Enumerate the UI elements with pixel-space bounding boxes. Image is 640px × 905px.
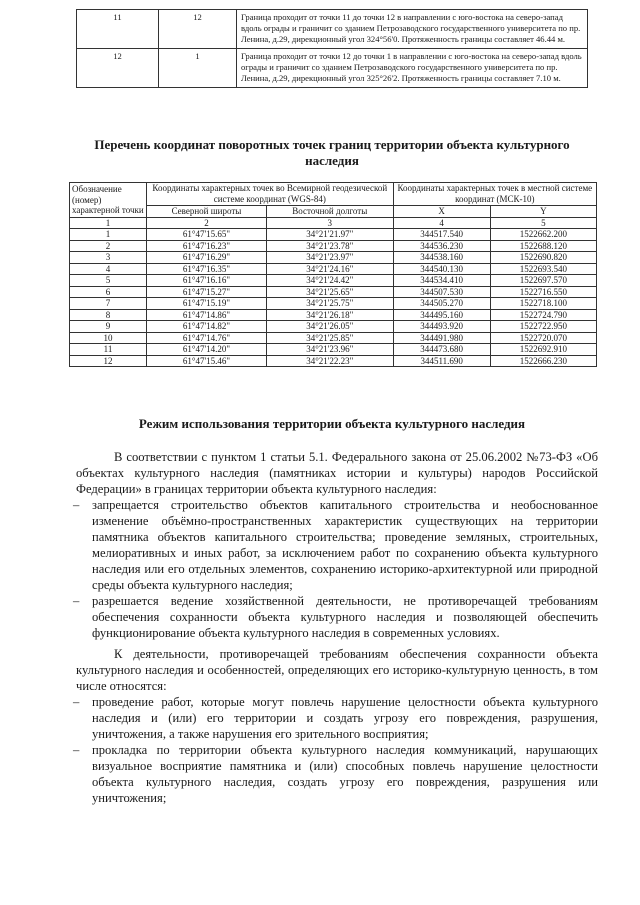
y-cell: 1522692.910	[490, 344, 596, 356]
point-number: 6	[70, 286, 147, 298]
x-cell: 344540.130	[393, 263, 490, 275]
longitude-cell: 34°21'23.78"	[266, 240, 393, 252]
table-row	[70, 309, 597, 321]
table-row	[70, 355, 597, 367]
y-cell: 1522697.570	[490, 275, 596, 287]
y-cell: 1522722.950	[490, 321, 596, 333]
coordinates-table	[69, 182, 597, 367]
y-cell: 1522693.540	[490, 263, 596, 275]
boundary-description-table	[76, 9, 588, 88]
point-number: 3	[70, 252, 147, 264]
longitude-cell: 34°21'23.97"	[266, 252, 393, 264]
point-number: 11	[70, 344, 147, 356]
x-cell: 344505.270	[393, 298, 490, 310]
latitude-cell: 61°47'16.16"	[147, 275, 267, 287]
table-row	[70, 321, 597, 333]
column-index: 4	[393, 217, 490, 229]
boundary-description: Граница проходит от точки 12 до точки 1 в направлении с юго-востока на северо-запад вдоль ограды и граничит со зданием Петрозаводского государственного университета по пр. Ленина, д.29, дирекционный угол 325°26'2. Протяженность границы составляет 7.10 м.	[237, 49, 588, 88]
latitude-cell: 61°47'15.46"	[147, 355, 267, 367]
boundary-description: Граница проходит от точки 11 до точки 12 в направлении с юго-востока на северо-запад вдоль ограды и граничит со зданием Петрозаводского государственного университета по пр. Ленина, д.29, дирекционный угол 324°56'0. Протяженность границы составляет 46.44 м.	[237, 10, 588, 49]
x-cell: 344495.160	[393, 309, 490, 321]
x-cell: 344538.160	[393, 252, 490, 264]
longitude-cell: 34°21'24.42"	[266, 275, 393, 287]
table-row	[70, 344, 597, 356]
x-cell: 344491.980	[393, 332, 490, 344]
x-cell: 344507.530	[393, 286, 490, 298]
point-from: 12	[77, 49, 159, 88]
longitude-cell: 34°21'23.96"	[266, 344, 393, 356]
longitude-cell: 34°21'21.97"	[266, 229, 393, 241]
regime-heading: Режим использования территории объекта культурного наследия	[138, 416, 526, 431]
point-number: 10	[70, 332, 147, 344]
x-cell: 344517.540	[393, 229, 490, 241]
x-cell: 344534.410	[393, 275, 490, 287]
table-row	[77, 49, 588, 88]
point-from: 11	[77, 10, 159, 49]
body-text	[76, 449, 598, 806]
longitude-cell: 34°21'26.18"	[266, 309, 393, 321]
point-number: 2	[70, 240, 147, 252]
point-number: 4	[70, 263, 147, 275]
latitude-cell: 61°47'14.86"	[147, 309, 267, 321]
y-cell: 1522662.200	[490, 229, 596, 241]
list-item: – запрещается строительство объектов капитального строительства и необоснованное изменение объёмно-пространственных характеристик существующих на территории памятника объектов капитального строительства; проведение земляных, строительных, мелиоративных и иных работ, за исключением работ по сохранению объекта культурного наследия или его отдельных элементов, сохранению историко-архитектурной или природной среды объекта культурного наследия;	[76, 497, 598, 593]
table-row	[70, 275, 597, 287]
y-cell: 1522688.120	[490, 240, 596, 252]
y-cell: 1522666.230	[490, 355, 596, 367]
header-y: Y	[490, 205, 596, 217]
column-index: 1	[70, 217, 147, 229]
prohibited-activities-list	[76, 694, 598, 806]
latitude-cell: 61°47'15.27"	[147, 286, 267, 298]
column-index: 3	[266, 217, 393, 229]
latitude-cell: 61°47'16.29"	[147, 252, 267, 264]
latitude-cell: 61°47'15.65"	[147, 229, 267, 241]
column-index-row	[70, 217, 597, 229]
latitude-cell: 61°47'14.82"	[147, 321, 267, 333]
header-latitude: Северной широты	[147, 205, 267, 217]
list-item: – прокладка по территории объекта культурного наследия коммуникаций, нарушающих визуальное восприятие памятника и (или) способных повлечь нарушение целостности объекта культурного наследия, создать угрозу его повреждения, разрушения или уничтожения;	[76, 742, 598, 806]
table-row	[70, 332, 597, 344]
longitude-cell: 34°21'22.23"	[266, 355, 393, 367]
activity-paragraph: К деятельности, противоречащей требованиям обеспечения сохранности объекта культурного наследия и особенностей, определяющих его историко-культурную ценность, в том числе относятся:	[76, 647, 598, 693]
longitude-cell: 34°21'24.16"	[266, 263, 393, 275]
point-number: 12	[70, 355, 147, 367]
longitude-cell: 34°21'25.75"	[266, 298, 393, 310]
column-index: 2	[147, 217, 267, 229]
latitude-cell: 61°47'16.23"	[147, 240, 267, 252]
y-cell: 1522724.790	[490, 309, 596, 321]
y-cell: 1522690.820	[490, 252, 596, 264]
y-cell: 1522716.550	[490, 286, 596, 298]
latitude-cell: 61°47'15.19"	[147, 298, 267, 310]
table-row	[70, 286, 597, 298]
header-point: Обозначение (номер) характерной точки	[70, 183, 147, 218]
header-longitude: Восточной долготы	[266, 205, 393, 217]
x-cell: 344493.920	[393, 321, 490, 333]
point-number: 1	[70, 229, 147, 241]
point-number: 7	[70, 298, 147, 310]
intro-paragraph: В соответствии с пунктом 1 статьи 5.1. Федерального закона от 25.06.2002 №73-ФЗ «Об объектах культурного наследия (памятниках истории и культуры) народов Российской Федерации» в границах территории объекта культурного наследия:	[76, 450, 598, 496]
longitude-cell: 34°21'26.05"	[266, 321, 393, 333]
header-wgs: Координаты характерных точек во Всемирной геодезической системе координат (WGS-84)	[147, 183, 394, 206]
point-number: 5	[70, 275, 147, 287]
column-index: 5	[490, 217, 596, 229]
table-row	[70, 240, 597, 252]
table-row	[70, 252, 597, 264]
table-row	[70, 229, 597, 241]
permissions-list	[76, 497, 598, 641]
point-number: 9	[70, 321, 147, 333]
latitude-cell: 61°47'14.20"	[147, 344, 267, 356]
table-row	[70, 263, 597, 275]
point-number: 8	[70, 309, 147, 321]
x-cell: 344536.230	[393, 240, 490, 252]
y-cell: 1522720.070	[490, 332, 596, 344]
y-cell: 1522718.100	[490, 298, 596, 310]
x-cell: 344511.690	[393, 355, 490, 367]
point-to: 12	[159, 10, 237, 49]
list-item: – проведение работ, которые могут повлечь нарушение целостности объекта культурного наследия и (или) его территории и создать угрозу его повреждения, разрушения, уничтожения, а также нарушения его зрительного восприятия;	[76, 694, 598, 742]
longitude-cell: 34°21'25.85"	[266, 332, 393, 344]
table-row	[77, 10, 588, 49]
latitude-cell: 61°47'16.35"	[147, 263, 267, 275]
header-x: X	[393, 205, 490, 217]
list-item: – разрешается ведение хозяйственной деятельности, не противоречащей требованиям обеспечения сохранности объекта культурного наследия и позволяющей обеспечить функционирование объекта культурного наследия в современных условиях.	[76, 593, 598, 641]
header-msk: Координаты характерных точек в местной системе координат (МСК-10)	[393, 183, 596, 206]
longitude-cell: 34°21'25.65"	[266, 286, 393, 298]
latitude-cell: 61°47'14.76"	[147, 332, 267, 344]
table-row	[70, 298, 597, 310]
x-cell: 344473.680	[393, 344, 490, 356]
point-to: 1	[159, 49, 237, 88]
coordinates-heading: Перечень координат поворотных точек границ территории объекта культурного наследия	[94, 137, 570, 168]
